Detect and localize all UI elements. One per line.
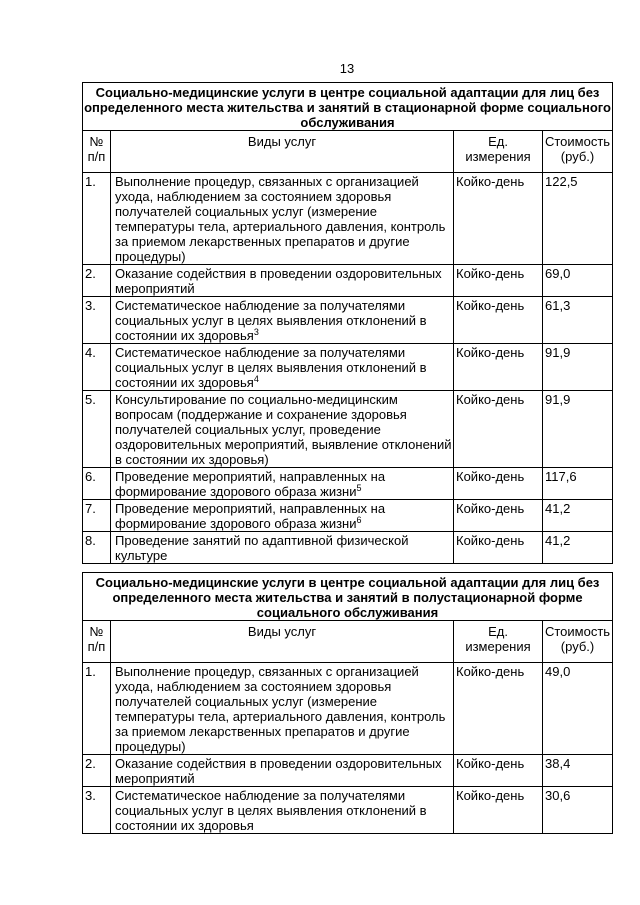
unit-of-measure: Койко-день	[454, 500, 543, 532]
cost-value: 69,0	[543, 265, 613, 297]
col-header-service: Виды услуг	[111, 131, 454, 173]
unit-of-measure: Койко-день	[454, 344, 543, 391]
service-name	[111, 265, 454, 297]
row-number: 4.	[83, 344, 111, 391]
cost-value: 49,0	[543, 663, 613, 755]
table-title: Социально-медицинские услуги в центре социальной адаптации для лиц без определенного места жительства и занятий в полустационарной форме социального обслуживания	[83, 573, 613, 621]
footnote-marker: 3	[253, 327, 259, 337]
table-row	[83, 391, 613, 468]
table-row	[83, 297, 613, 344]
footnote-marker: 6	[356, 515, 362, 525]
header-row	[83, 621, 613, 663]
col-header-cost: Стоимость (руб.)	[543, 131, 613, 173]
table-title: Социально-медицинские услуги в центре социальной адаптации для лиц без определенного места жительства и занятий в стационарной форме социального обслуживания	[83, 83, 613, 131]
row-number: 5.	[83, 391, 111, 468]
service-name	[111, 297, 454, 344]
cost-value: 117,6	[543, 468, 613, 500]
table-row	[83, 344, 613, 391]
cost-value: 41,2	[543, 532, 613, 564]
table-row	[83, 663, 613, 755]
col-header-service: Виды услуг	[111, 621, 454, 663]
table-row	[83, 755, 613, 787]
col-header-number: № п/п	[83, 621, 111, 663]
service-text: Систематическое наблюдение за получателями социальных услуг в целях выявления отклонений в состоянии их здоровья	[115, 298, 427, 343]
service-text: Оказание содействия в проведении оздоровительных мероприятий	[115, 756, 442, 786]
title-row	[83, 573, 613, 621]
service-name	[111, 500, 454, 532]
service-text: Систематическое наблюдение за получателями социальных услуг в целях выявления отклонений в состоянии их здоровья	[115, 345, 427, 390]
service-text: Проведение занятий по адаптивной физической культуре	[115, 533, 409, 563]
service-name	[111, 755, 454, 787]
service-name	[111, 391, 454, 468]
col-header-number: № п/п	[83, 131, 111, 173]
service-name	[111, 663, 454, 755]
service-text: Консультирование по социально-медицинским вопросам (поддержание и сохранение здоровья получателей социальных услуг, проведение оздоровительных мероприятий, выявление отклонений в состоянии их здоровья)	[115, 392, 452, 467]
cost-value: 41,2	[543, 500, 613, 532]
service-text: Проведение мероприятий, направленных на формирование здорового образа жизни	[115, 469, 386, 499]
title-row	[83, 83, 613, 131]
row-number: 1.	[83, 173, 111, 265]
unit-of-measure: Койко-день	[454, 787, 543, 834]
service-text: Выполнение процедур, связанных с организацией ухода, наблюдением за состоянием здоровья получателей социальных услуг (измерение температуры тела, артериального давления, контроль за приемом лекарственных препаратов и другие процедуры)	[115, 664, 446, 754]
row-number: 7.	[83, 500, 111, 532]
service-name	[111, 787, 454, 834]
service-name	[111, 532, 454, 564]
table-row	[83, 787, 613, 834]
service-text: Проведение мероприятий, направленных на формирование здорового образа жизни	[115, 501, 386, 531]
cost-value: 30,6	[543, 787, 613, 834]
row-number: 1.	[83, 663, 111, 755]
col-header-unit: Ед. измерения	[454, 621, 543, 663]
row-number: 6.	[83, 468, 111, 500]
semi-stationary-services-table	[82, 572, 613, 834]
table-row	[83, 468, 613, 500]
cost-value: 91,9	[543, 344, 613, 391]
unit-of-measure: Койко-день	[454, 532, 543, 564]
table-row	[83, 265, 613, 297]
table-row	[83, 173, 613, 265]
row-number: 2.	[83, 265, 111, 297]
col-header-cost: Стоимость (руб.)	[543, 621, 613, 663]
row-number: 3.	[83, 787, 111, 834]
cost-value: 91,9	[543, 391, 613, 468]
unit-of-measure: Койко-день	[454, 663, 543, 755]
service-name	[111, 173, 454, 265]
unit-of-measure: Койко-день	[454, 265, 543, 297]
unit-of-measure: Койко-день	[454, 755, 543, 787]
service-text: Оказание содействия в проведении оздоровительных мероприятий	[115, 266, 442, 296]
cost-value: 38,4	[543, 755, 613, 787]
footnote-marker: 5	[356, 483, 362, 493]
table-row	[83, 532, 613, 564]
row-number: 2.	[83, 755, 111, 787]
service-name	[111, 344, 454, 391]
row-number: 8.	[83, 532, 111, 564]
header-row	[83, 131, 613, 173]
stationary-services-table	[82, 82, 613, 564]
col-header-unit: Ед. измерения	[454, 131, 543, 173]
table-row	[83, 500, 613, 532]
page-number: 13	[339, 61, 355, 76]
service-name	[111, 468, 454, 500]
unit-of-measure: Койко-день	[454, 391, 543, 468]
unit-of-measure: Койко-день	[454, 173, 543, 265]
cost-value: 61,3	[543, 297, 613, 344]
unit-of-measure: Койко-день	[454, 297, 543, 344]
footnote-marker: 4	[253, 374, 259, 384]
row-number: 3.	[83, 297, 111, 344]
unit-of-measure: Койко-день	[454, 468, 543, 500]
cost-value: 122,5	[543, 173, 613, 265]
service-text: Систематическое наблюдение за получателями социальных услуг в целях выявления отклонений в состоянии их здоровья	[115, 788, 427, 833]
service-text: Выполнение процедур, связанных с организацией ухода, наблюдением за состоянием здоровья получателей социальных услуг (измерение температуры тела, артериального давления, контроль за приемом лекарственных препаратов и другие процедуры)	[115, 174, 446, 264]
